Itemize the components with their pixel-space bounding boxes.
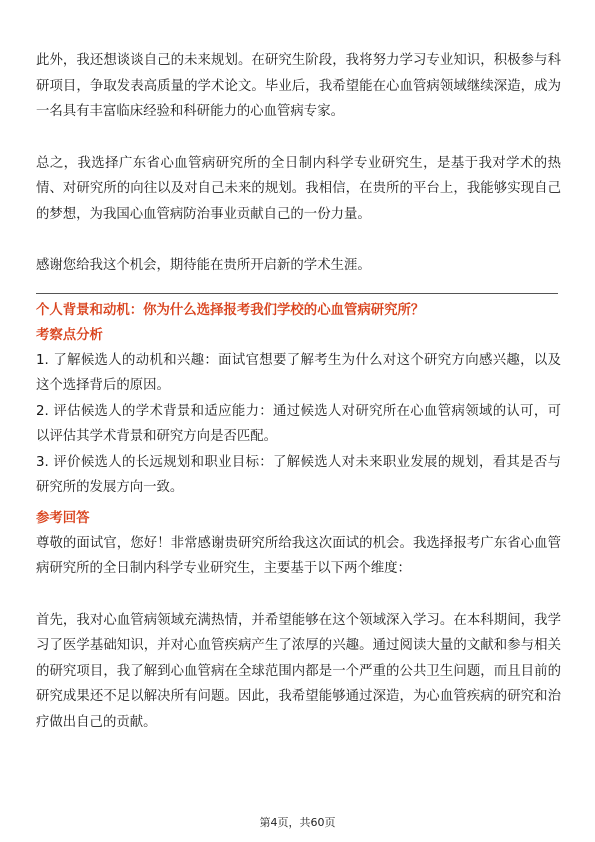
intro-paragraph-summary: 总之，我选择广东省心血管病研究所的全日制内科学专业研究生，是基于我对学术的热情、对研究所的向往以及对自己未来的规划。我相信，在贵所的平台上，我能够实现自己的梦想，为我国心血管病防治事业贡献自己的一份力量。 (36, 155, 561, 222)
analysis-point-3: 3. 评价候选人的长远规划和职业目标：了解候选人对未来职业发展的规划，看其是否与研究所的发展方向一致。 (36, 454, 561, 495)
page-footer: 第4页，共60页 (259, 816, 336, 829)
answer-paragraph-greeting: 尊敬的面试官，您好！非常感谢贵研究所给我这次面试的机会。我选择报考广东省心血管病研究所的全日制内科学专业研究生，主要基于以下两个维度： (36, 535, 561, 576)
document-page (36, 48, 561, 735)
answer-paragraph-first: 首先，我对心血管病领域充满热情，并希望能够在这个领域深入学习。在本科期间，我学习了医学基础知识，并对心血管疾病产生了浓厚的兴趣。通过阅读大量的文献和参与相关的研究项目，我了解到心血管病在全球范围内都是一个严重的公共卫生问题，而且目前的研究成果还不足以解决所有问题。因此，我希望能够通过深造，为心血管疾病的研究和治疗做出自己的贡献。 (36, 612, 561, 730)
intro-paragraph-future-plan: 此外，我还想谈谈自己的未来规划。在研究生阶段，我将努力学习专业知识，积极参与科研项目，争取发表高质量的学术论文。毕业后，我希望能在心血管病领域继续深造，成为一名具有丰富临床经验和科研能力的心血管病专家。 (36, 53, 561, 119)
section-divider (36, 293, 558, 294)
intro-paragraph-thanks: 感谢您给我这个机会，期待能在贵所开启新的学术生涯。 (36, 258, 371, 273)
paragraph-gap (36, 227, 561, 253)
analysis-point-2: 2. 评估候选人的学术背景和适应能力：通过候选人对研究所在心血管病领域的认可，可以评估其学术背景和研究方向是否匹配。 (36, 403, 561, 444)
paragraph-gap (36, 582, 561, 608)
analysis-heading: 考察点分析 (36, 327, 103, 343)
interview-question: 个人背景和动机：你为什么选择报考我们学校的心血管病研究所？ (36, 302, 425, 318)
answer-heading: 参考回答 (36, 510, 90, 526)
paragraph-gap (36, 125, 561, 151)
analysis-point-1: 1. 了解候选人的动机和兴趣：面试官想要了解考生为什么对这个研究方向感兴趣，以及这个选择背后的原因。 (36, 352, 561, 393)
